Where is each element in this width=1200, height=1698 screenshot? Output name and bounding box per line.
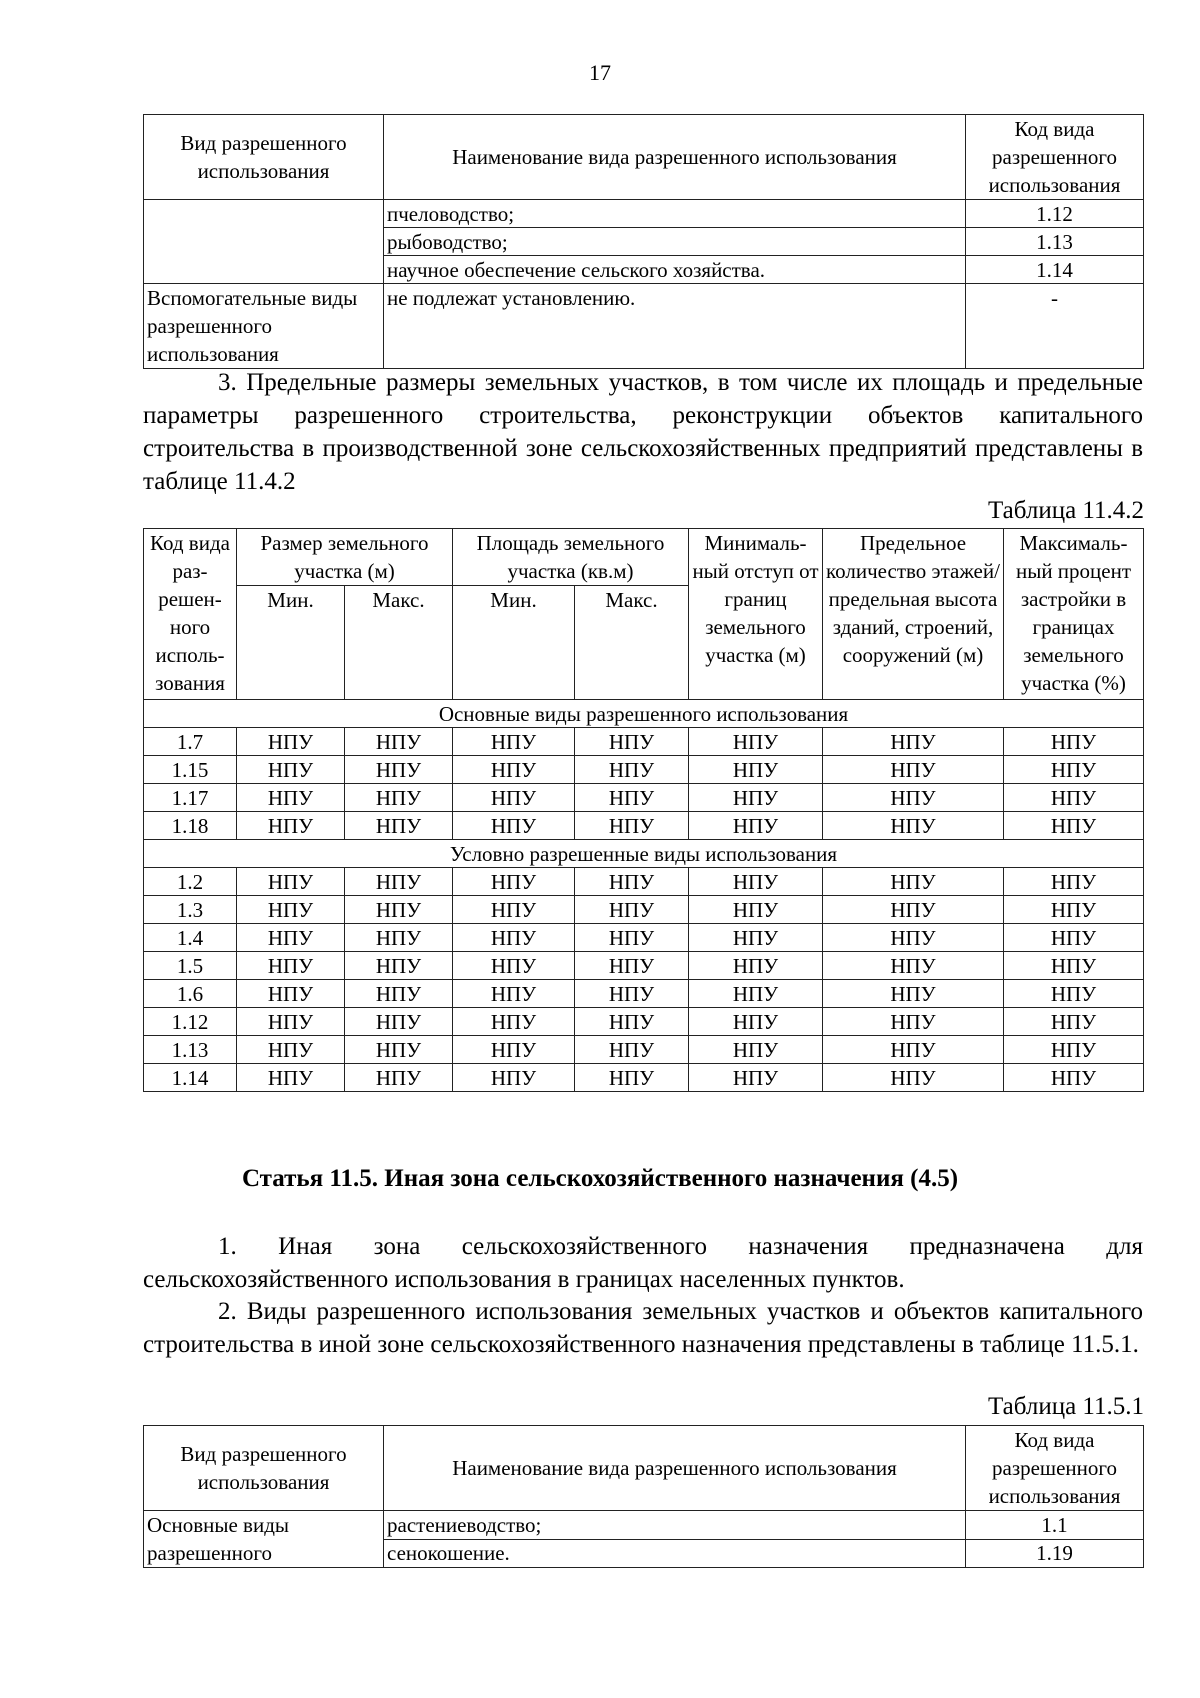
npu-cell: НПУ xyxy=(575,812,689,840)
npu-cell: НПУ xyxy=(453,868,575,896)
npu-cell: НПУ xyxy=(237,868,345,896)
paragraph-2: 2. Виды разрешенного использования земельных участков и объектов капитального строительства в иной зоне сельскохозяйственного назначения представлены в таблице 11.5.1. xyxy=(143,1298,1143,1358)
npu-cell: НПУ xyxy=(575,952,689,980)
header-plot-size: Размер земельного участка (м) xyxy=(237,529,453,586)
npu-cell: НПУ xyxy=(237,924,345,952)
npu-cell: НПУ xyxy=(1004,868,1144,896)
npu-cell: НПУ xyxy=(689,980,823,1008)
table-row xyxy=(144,728,1144,756)
npu-cell: НПУ xyxy=(823,924,1004,952)
npu-cell: НПУ xyxy=(689,756,823,784)
header-area-max: Макс. xyxy=(575,586,689,700)
npu-cell: НПУ xyxy=(453,756,575,784)
use-code: 1.12 xyxy=(966,200,1144,228)
npu-cell: НПУ xyxy=(237,1064,345,1092)
row-code: 1.3 xyxy=(144,896,237,924)
table-row xyxy=(144,812,1144,840)
npu-cell: НПУ xyxy=(689,1064,823,1092)
npu-cell: НПУ xyxy=(237,1036,345,1064)
row-code: 1.13 xyxy=(144,1036,237,1064)
paragraph-1: 1. Иная зона сельскохозяйственного назначения предназначена для сельскохозяйственного использования в границах населенных пунктов. xyxy=(143,1233,1143,1293)
use-name: растениеводство; xyxy=(384,1511,966,1540)
page-number: 17 xyxy=(589,60,611,85)
header-use-code: Код вида разрешенного использования xyxy=(966,1426,1144,1511)
npu-cell: НПУ xyxy=(453,1064,575,1092)
npu-cell: НПУ xyxy=(823,980,1004,1008)
table-row xyxy=(144,896,1144,924)
npu-cell: НПУ xyxy=(345,1064,453,1092)
article-heading: Статья 11.5. Иная зона сельскохозяйственного назначения (4.5) xyxy=(241,1165,959,1192)
header-use-type: Вид разрешенного использования xyxy=(144,115,384,200)
npu-cell: НПУ xyxy=(1004,1008,1144,1036)
npu-cell: НПУ xyxy=(823,868,1004,896)
row-code: 1.4 xyxy=(144,924,237,952)
npu-cell: НПУ xyxy=(237,952,345,980)
npu-cell: НПУ xyxy=(1004,784,1144,812)
use-name: пчеловодство; xyxy=(384,200,966,228)
npu-cell: НПУ xyxy=(689,1036,823,1064)
header-use-name: Наименование вида разрешенного использования xyxy=(384,115,966,200)
row-code: 1.14 xyxy=(144,1064,237,1092)
npu-cell: НПУ xyxy=(823,896,1004,924)
row-code: 1.7 xyxy=(144,728,237,756)
npu-cell: НПУ xyxy=(575,980,689,1008)
npu-cell: НПУ xyxy=(237,896,345,924)
header-max-floors: Предельное количество этажей/ предельная высота зданий, строений, сооружений (м) xyxy=(823,529,1004,700)
npu-cell: НПУ xyxy=(345,1036,453,1064)
npu-cell: НПУ xyxy=(1004,1036,1144,1064)
header-min-offset: Минималь-ный отступ от границ земельного участка (м) xyxy=(689,529,823,700)
npu-cell: НПУ xyxy=(453,980,575,1008)
table-11-5-1 xyxy=(143,1425,1144,1568)
npu-cell: НПУ xyxy=(453,1008,575,1036)
npu-cell: НПУ xyxy=(823,812,1004,840)
row-code: 1.2 xyxy=(144,868,237,896)
npu-cell: НПУ xyxy=(345,1008,453,1036)
row-code: 1.18 xyxy=(144,812,237,840)
table-row xyxy=(144,868,1144,896)
header-use-type: Вид разрешенного использования xyxy=(144,1426,384,1511)
npu-cell: НПУ xyxy=(1004,1064,1144,1092)
npu-cell: НПУ xyxy=(345,728,453,756)
aux-use-code: - xyxy=(966,284,1144,369)
npu-cell: НПУ xyxy=(575,756,689,784)
npu-cell: НПУ xyxy=(575,896,689,924)
table-row xyxy=(144,1064,1144,1092)
npu-cell: НПУ xyxy=(689,868,823,896)
npu-cell: НПУ xyxy=(345,812,453,840)
npu-cell: НПУ xyxy=(689,728,823,756)
npu-cell: НПУ xyxy=(575,868,689,896)
npu-cell: НПУ xyxy=(237,980,345,1008)
npu-cell: НПУ xyxy=(1004,896,1144,924)
npu-cell: НПУ xyxy=(453,1036,575,1064)
npu-cell: НПУ xyxy=(345,952,453,980)
row-code: 1.12 xyxy=(144,1008,237,1036)
npu-cell: НПУ xyxy=(1004,924,1144,952)
npu-cell: НПУ xyxy=(689,1008,823,1036)
npu-cell: НПУ xyxy=(823,1036,1004,1064)
header-use-name: Наименование вида разрешенного использования xyxy=(384,1426,966,1511)
npu-cell: НПУ xyxy=(1004,728,1144,756)
use-name: научное обеспечение сельского хозяйства. xyxy=(384,256,966,284)
npu-cell: НПУ xyxy=(237,1008,345,1036)
npu-cell: НПУ xyxy=(823,784,1004,812)
table-row xyxy=(144,1008,1144,1036)
paragraph-3: 3. Предельные размеры земельных участков, в том числе их площадь и предельные параметры разрешенного строительства, реконструкции объектов капитального строительства в производственной зоне сельскохозяйственных предприятий представлены в таблице 11.4.2 xyxy=(143,369,1143,495)
row-code: 1.17 xyxy=(144,784,237,812)
aux-use-name: не подлежат установлению. xyxy=(384,284,966,369)
use-name: сенокошение. xyxy=(384,1539,966,1568)
table-row xyxy=(144,1036,1144,1064)
use-code: 1.13 xyxy=(966,228,1144,256)
table-row xyxy=(144,756,1144,784)
npu-cell: НПУ xyxy=(1004,980,1144,1008)
npu-cell: НПУ xyxy=(823,728,1004,756)
npu-cell: НПУ xyxy=(237,728,345,756)
npu-cell: НПУ xyxy=(689,812,823,840)
npu-cell: НПУ xyxy=(823,756,1004,784)
header-size-max: Макс. xyxy=(345,586,453,700)
table-11-4-2-caption: Таблица 11.4.2 xyxy=(988,497,1144,524)
table-row xyxy=(144,952,1144,980)
header-size-min: Мин. xyxy=(237,586,345,700)
npu-cell: НПУ xyxy=(575,924,689,952)
table-row xyxy=(144,980,1144,1008)
use-code: 1.14 xyxy=(966,256,1144,284)
npu-cell: НПУ xyxy=(1004,756,1144,784)
npu-cell: НПУ xyxy=(237,756,345,784)
table-row xyxy=(144,924,1144,952)
row-code: 1.5 xyxy=(144,952,237,980)
main-use-type: Основные виды разрешенного xyxy=(144,1511,384,1568)
header-use-code: Код вида разрешенного использования xyxy=(966,115,1144,200)
npu-cell: НПУ xyxy=(453,952,575,980)
header-code: Код вида раз-решен-ного исполь-зования xyxy=(144,529,237,700)
table-uses-continued xyxy=(143,114,1144,369)
npu-cell: НПУ xyxy=(345,980,453,1008)
aux-use-type: Вспомогательные виды разрешенного использования xyxy=(144,284,384,369)
header-plot-area: Площадь земельного участка (кв.м) xyxy=(453,529,689,586)
npu-cell: НПУ xyxy=(453,812,575,840)
use-name: рыбоводство; xyxy=(384,228,966,256)
row-code: 1.15 xyxy=(144,756,237,784)
npu-cell: НПУ xyxy=(575,1036,689,1064)
header-max-percent: Максималь-ный процент застройки в границах земельного участка (%) xyxy=(1004,529,1144,700)
table-11-4-2 xyxy=(143,528,1144,1092)
npu-cell: НПУ xyxy=(453,728,575,756)
npu-cell: НПУ xyxy=(345,924,453,952)
empty-type-cell xyxy=(144,200,384,284)
header-area-min: Мин. xyxy=(453,586,575,700)
npu-cell: НПУ xyxy=(823,1008,1004,1036)
npu-cell: НПУ xyxy=(453,784,575,812)
npu-cell: НПУ xyxy=(823,1064,1004,1092)
npu-cell: НПУ xyxy=(823,952,1004,980)
npu-cell: НПУ xyxy=(575,1064,689,1092)
use-code: 1.19 xyxy=(966,1539,1144,1568)
use-code: 1.1 xyxy=(966,1511,1144,1540)
npu-cell: НПУ xyxy=(689,896,823,924)
npu-cell: НПУ xyxy=(689,784,823,812)
npu-cell: НПУ xyxy=(575,784,689,812)
npu-cell: НПУ xyxy=(1004,952,1144,980)
npu-cell: НПУ xyxy=(345,756,453,784)
npu-cell: НПУ xyxy=(575,1008,689,1036)
row-code: 1.6 xyxy=(144,980,237,1008)
npu-cell: НПУ xyxy=(453,924,575,952)
npu-cell: НПУ xyxy=(345,896,453,924)
npu-cell: НПУ xyxy=(345,868,453,896)
npu-cell: НПУ xyxy=(689,952,823,980)
npu-cell: НПУ xyxy=(345,784,453,812)
npu-cell: НПУ xyxy=(575,728,689,756)
section-main-uses: Основные виды разрешенного использования xyxy=(144,700,1144,728)
table-row xyxy=(144,784,1144,812)
table-11-5-1-caption: Таблица 11.5.1 xyxy=(988,1393,1144,1420)
npu-cell: НПУ xyxy=(237,784,345,812)
npu-cell: НПУ xyxy=(689,924,823,952)
npu-cell: НПУ xyxy=(453,896,575,924)
section-conditional-uses: Условно разрешенные виды использования xyxy=(144,840,1144,868)
npu-cell: НПУ xyxy=(1004,812,1144,840)
npu-cell: НПУ xyxy=(237,812,345,840)
